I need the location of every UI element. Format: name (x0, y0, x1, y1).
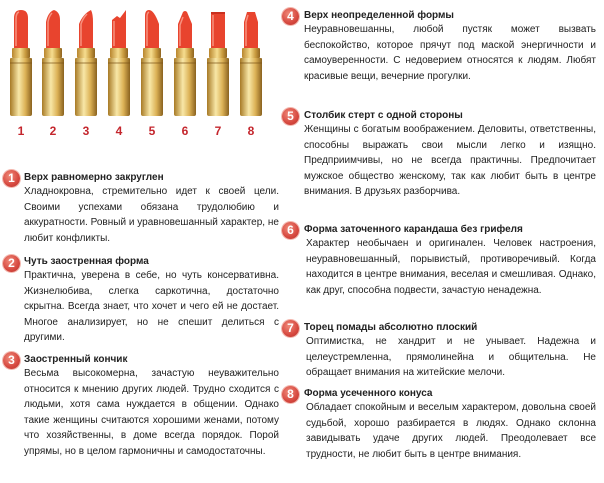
item-title: Чуть заостренная форма (24, 256, 149, 267)
item-text: Весьма высокомерна, зачастую неуважительно относится к мнению других людей. Трудно сходится с людьми, хотя сама нуждается в общении. Однако такие женщины считаются хорошими женами, потому что хозяйственны, в доме всегда порядок. Порой упрямы, но в целом гармоничны и самодостаточны. (24, 368, 279, 457)
lipstick-number-7: 7 (214, 124, 222, 138)
lipstick-number-5: 5 (148, 124, 156, 138)
item-text: Характер необычаен и оригинален. Человек настроения, неуравновешанный, порывистый, противоречивый. Когда находится в центре внимания, веселая и смешливая. Однако, как друг, способна подвести, зачастую ненадежна. (306, 238, 596, 296)
lipstick-number-8: 8 (247, 124, 255, 138)
item-text: Практична, уверена в себе, но чуть консервативна. Жизнелюбива, слегка саркотична, достаточно скрытна. Всегда знает, что хочет и чего ей не достает. Многое анализирует, но не спешит делиться с другими. (24, 270, 279, 344)
number-badge: 1 (3, 170, 20, 187)
item-text: Неуравновешанны, любой пустяк может вызвать беспокойство, которое прячут под маской энергичности и самоуверенности. С недоверием относятся к людям. Любят красивые вещи, вечерние прогулки. (304, 24, 596, 82)
number-badge: 7 (282, 320, 299, 337)
lipstick-2 (42, 10, 64, 116)
item-title: Форма заточенного карандаша без грифеля (304, 224, 523, 235)
lipstick-3 (75, 10, 97, 116)
lipstick-6 (174, 10, 196, 116)
lipstick-5 (141, 10, 163, 116)
item-title: Верх равномерно закруглен (24, 172, 164, 183)
item-text: Женщины с богатым воображением. Деловиты, ответственны, способны выражать свои мысли легко и изящно. Предприимчивы, но не всегда практичны. Предпочитает мужское общество женскому, так как любит быть в центре внимания. В друзьях разборчива. (304, 124, 596, 198)
item-text: Обладает спокойным и веселым характером, довольна своей судьбой, хорошо разбирается в людях. Однако склонна завидывать удаче других людей. Преодолевает все трудности, не любит быть в центре внимания. (306, 402, 596, 460)
lipstick-number-1: 1 (17, 124, 25, 138)
lipstick-7 (207, 10, 229, 116)
number-badge: 6 (282, 222, 299, 239)
lipstick-8 (240, 10, 262, 116)
lipstick-4 (108, 10, 130, 116)
number-badge: 5 (282, 108, 299, 125)
item-title: Торец помады абсолютно плоский (304, 322, 478, 333)
number-badge: 3 (3, 352, 20, 369)
number-badge: 2 (3, 255, 20, 272)
item-title: Форма усеченного конуса (304, 388, 433, 399)
number-badge: 8 (282, 386, 299, 403)
item-text: Хладнокровна, стремительно идет к своей цели. Своими успехами обязана трудолюбию и аккуратности. Ровный и уравновешанный характер, не любит конфликты. (24, 186, 279, 244)
item-title: Столбик стерт с одной стороны (304, 110, 463, 121)
number-badge: 4 (282, 8, 299, 25)
lipstick-1 (10, 10, 32, 116)
lipstick-number-4: 4 (115, 124, 123, 138)
item-text: Оптимистка, не хандрит и не унывает. Надежна и целеустремленна, прямолинейна и общительна. Не обращает внимания на житейские мелочи. (306, 336, 596, 379)
item-title: Заостренный кончик (24, 354, 128, 365)
lipstick-illustration (0, 0, 275, 150)
lipstick-number-3: 3 (82, 124, 90, 138)
item-title: Верх неопределенной формы (304, 10, 454, 21)
lipstick-number-2: 2 (49, 124, 57, 138)
lipstick-number-6: 6 (181, 124, 189, 138)
